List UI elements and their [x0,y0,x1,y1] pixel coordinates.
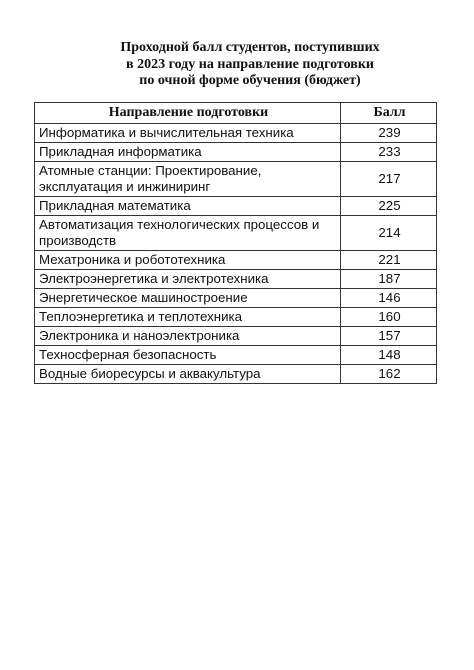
score-cell: 157 [341,327,437,346]
document-title [80,40,420,90]
column-header-direction: Направление подготовки [35,103,341,124]
score-cell: 217 [341,162,437,197]
score-cell: 148 [341,346,437,365]
direction-cell: Теплоэнергетика и теплотехника [35,308,341,327]
table-row [35,162,437,197]
score-cell: 221 [341,251,437,270]
table-row [35,124,437,143]
column-header-score: Балл [341,103,437,124]
score-cell: 233 [341,143,437,162]
direction-cell: Автоматизация технологических процессов и производств [35,216,341,251]
table-row [35,216,437,251]
score-cell: 214 [341,216,437,251]
direction-cell: Прикладная математика [35,197,341,216]
table-row [35,365,437,384]
direction-cell: Электроника и наноэлектроника [35,327,341,346]
table-header-row [35,103,437,124]
table-row [35,251,437,270]
direction-cell: Электроэнергетика и электротехника [35,270,341,289]
direction-cell: Водные биоресурсы и аквакультура [35,365,341,384]
direction-cell: Мехатроника и робототехника [35,251,341,270]
direction-cell: Информатика и вычислительная техника [35,124,341,143]
table-row [35,270,437,289]
direction-cell: Атомные станции: Проектирование, эксплуатация и инжиниринг [35,162,341,197]
score-cell: 146 [341,289,437,308]
score-cell: 225 [341,197,437,216]
title-line: Проходной балл студентов, поступивших [120,40,380,55]
score-cell: 239 [341,124,437,143]
table-row [35,197,437,216]
table-row [35,327,437,346]
scores-table [34,102,437,384]
table-row [35,308,437,327]
table-row [35,346,437,365]
score-cell: 162 [341,365,437,384]
score-cell: 160 [341,308,437,327]
direction-cell: Техносферная безопасность [35,346,341,365]
direction-cell: Прикладная информатика [35,143,341,162]
score-cell: 187 [341,270,437,289]
direction-cell: Энергетическое машиностроение [35,289,341,308]
table-row [35,143,437,162]
table-row [35,289,437,308]
title-line: по очной форме обучения (бюджет) [139,73,361,88]
title-line: в 2023 году на направление подготовки [126,56,374,72]
